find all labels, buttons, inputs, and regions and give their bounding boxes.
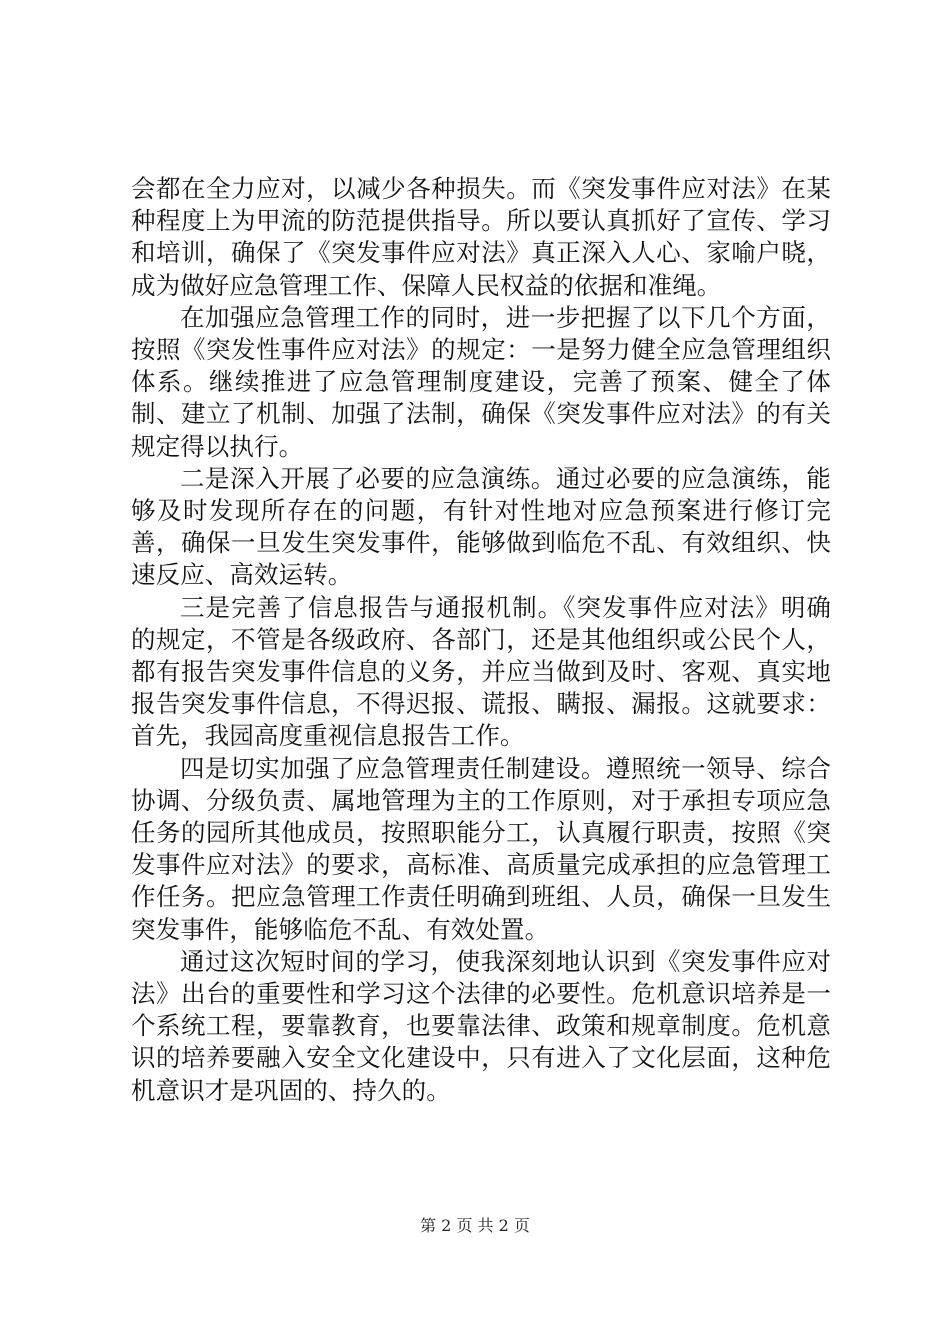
paragraph: 通过这次短时间的学习，使我深刻地认识到《突发事件应对法》出台的重要性和学习这个法律的必要性。危机意识培养是一个系统工程，要靠教育，也要靠法律、政策和规章制度。危机意识的培养要融入安全文化建设中，只有进入了文化层面，这种危机意识才是巩固的、持久的。: [131, 946, 831, 1105]
paragraph: 三是完善了信息报告与通报机制。《突发事件应对法》明确的规定，不管是各级政府、各部门，还是其他组织或公民个人，都有报告突发事件信息的义务，并应当做到及时、客观、真实地报告突发事件信息，不得迟报、谎报、瞒报、漏报。这就要求：首先，我园高度重视信息报告工作。: [131, 592, 831, 751]
paragraph: 四是切实加强了应急管理责任制建设。遵照统一领导、综合协调、分级负责、属地管理为主的工作原则，对于承担专项应急任务的园所其他成员，按照职能分工，认真履行职责，按照《突发事件应对法》的要求，高标准、高质量完成承担的应急管理工作任务。把应急管理工作责任明确到班组、人员，确保一旦发生突发事件，能够临危不乱、有效处置。: [131, 753, 831, 944]
document-body: [131, 173, 831, 1107]
page-footer: [0, 1216, 950, 1236]
paragraph-continued: 会都在全力应对，以减少各种损失。而《突发事件应对法》在某种程度上为甲流的防范提供指导。所以要认真抓好了宣传、学习和培训，确保了《突发事件应对法》真正深入人心、家喻户晓，成为做好应急管理工作、保障人民权益的依据和准绳。: [131, 174, 831, 300]
page-number-label: 第 2 页 共 2 页: [420, 1216, 530, 1235]
paragraph: 在加强应急管理工作的同时，进一步把握了以下几个方面，按照《突发性事件应对法》的规定：一是努力健全应急管理组织体系。继续推进了应急管理制度建设，完善了预案、健全了体制、建立了机制、加强了法制，确保《突发事件应对法》的有关规定得以执行。: [131, 302, 831, 461]
paragraph: 二是深入开展了必要的应急演练。通过必要的应急演练，能够及时发现所存在的问题，有针对性地对应急预案进行修订完善，确保一旦发生突发事件，能够做到临危不乱、有效组织、快速反应、高效运转。: [131, 463, 831, 590]
